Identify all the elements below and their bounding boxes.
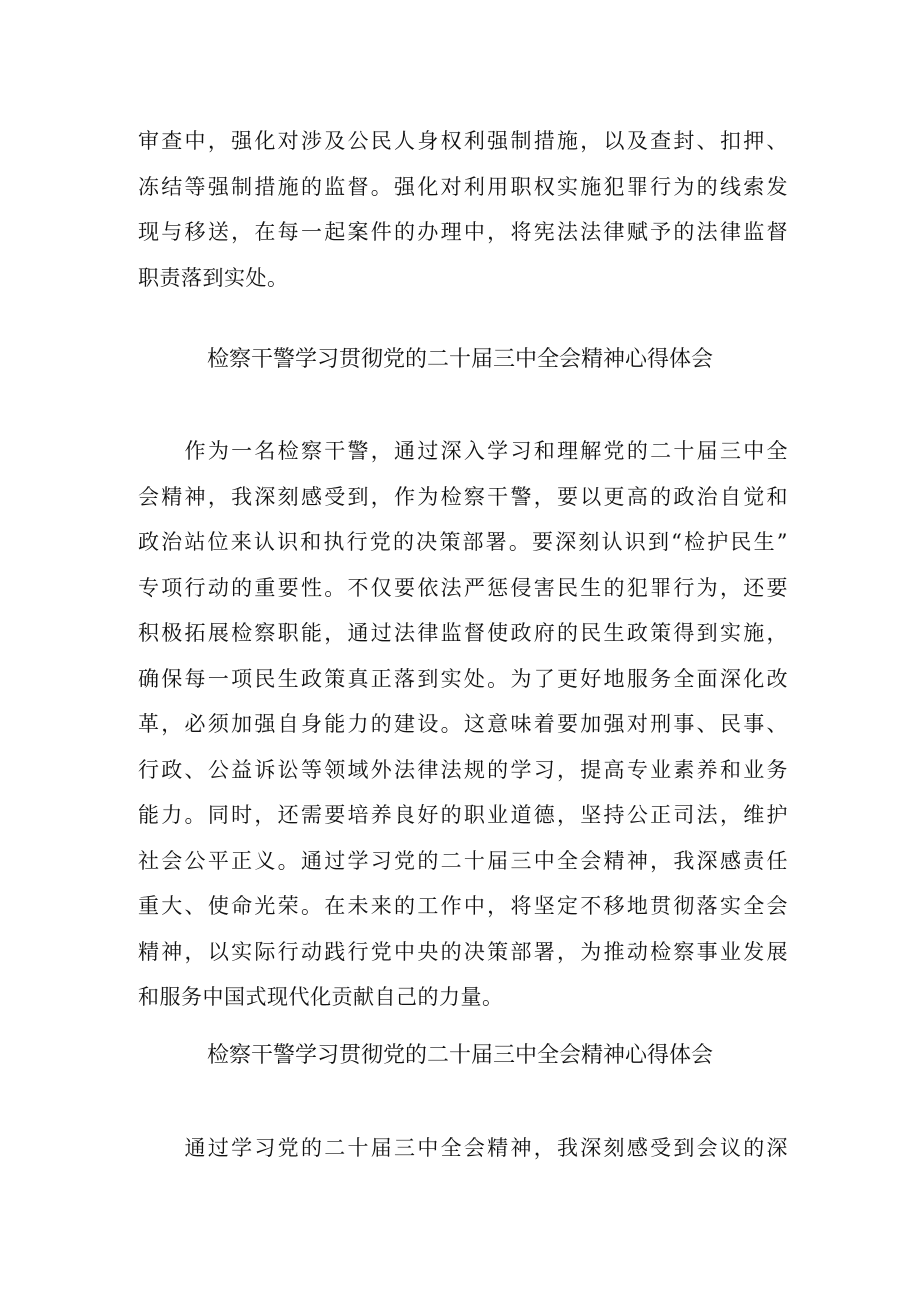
- paragraph-line: 行政、公益诉讼等领域外法律法规的学习，提高专业素养和业务: [138, 757, 788, 782]
- paragraph-line: 社会公平正义。通过学习党的二十届三中全会精神，我深感责任: [138, 848, 788, 873]
- paragraph-line: 现与移送，在每一起案件的办理中，将宪法法律赋予的法律监督: [138, 220, 788, 244]
- paragraph-line: 能力。同时，还需要培养良好的职业道德，坚持公正司法，维护: [138, 803, 788, 827]
- section-title: 检察干警学习贯彻党的二十届三中全会精神心得体会: [206, 1043, 713, 1068]
- paragraph-line: 冻结等强制措施的监督。强化对利用职权实施犯罪行为的线索发: [138, 174, 788, 199]
- paragraph-line: 通过学习党的二十届三中全会精神，我深刻感受到会议的深: [138, 1136, 788, 1160]
- paragraph-line: 政治站位来认识和执行党的决策部署。要深刻认识到“检护民生”: [138, 530, 788, 554]
- paragraph-line: 审查中，强化对涉及公民人身权利强制措施，以及查封、扣押、: [138, 129, 788, 153]
- paragraph-line: 革，必须加强自身能力的建设。这意味着要加强对刑事、民事、: [138, 712, 788, 736]
- section1-paragraph: [138, 429, 788, 1021]
- paragraph-line: 作为一名检察干警，通过深入学习和理解党的二十届三中全: [138, 439, 788, 463]
- section-title: 检察干警学习贯彻党的二十届三中全会精神心得体会: [206, 347, 713, 372]
- paragraph-line: 精神，以实际行动践行党中央的决策部署，为推动检察事业发展: [138, 939, 788, 964]
- paragraph-line: 专项行动的重要性。不仅要依法严惩侵害民生的犯罪行为，还要: [138, 575, 788, 600]
- paragraph-line: 确保每一项民生政策真正落到实处。为了更好地服务全面深化改: [138, 666, 788, 691]
- paragraph-line: 和服务中国式现代化贡献自己的力量。: [138, 985, 504, 1009]
- paragraph-line: 职责落到实处。: [138, 265, 289, 290]
- paragraph-line: 重大、使命光荣。在未来的工作中，将坚定不移地贯彻落实全会: [138, 894, 788, 918]
- paragraph-line: 会精神，我深刻感受到，作为检察干警，要以更高的政治自觉和: [138, 484, 788, 509]
- intro-paragraph: [138, 119, 788, 301]
- section2-paragraph: [138, 1126, 788, 1172]
- paragraph-line: 积极拓展检察职能，通过法律监督使政府的民生政策得到实施，: [138, 621, 788, 645]
